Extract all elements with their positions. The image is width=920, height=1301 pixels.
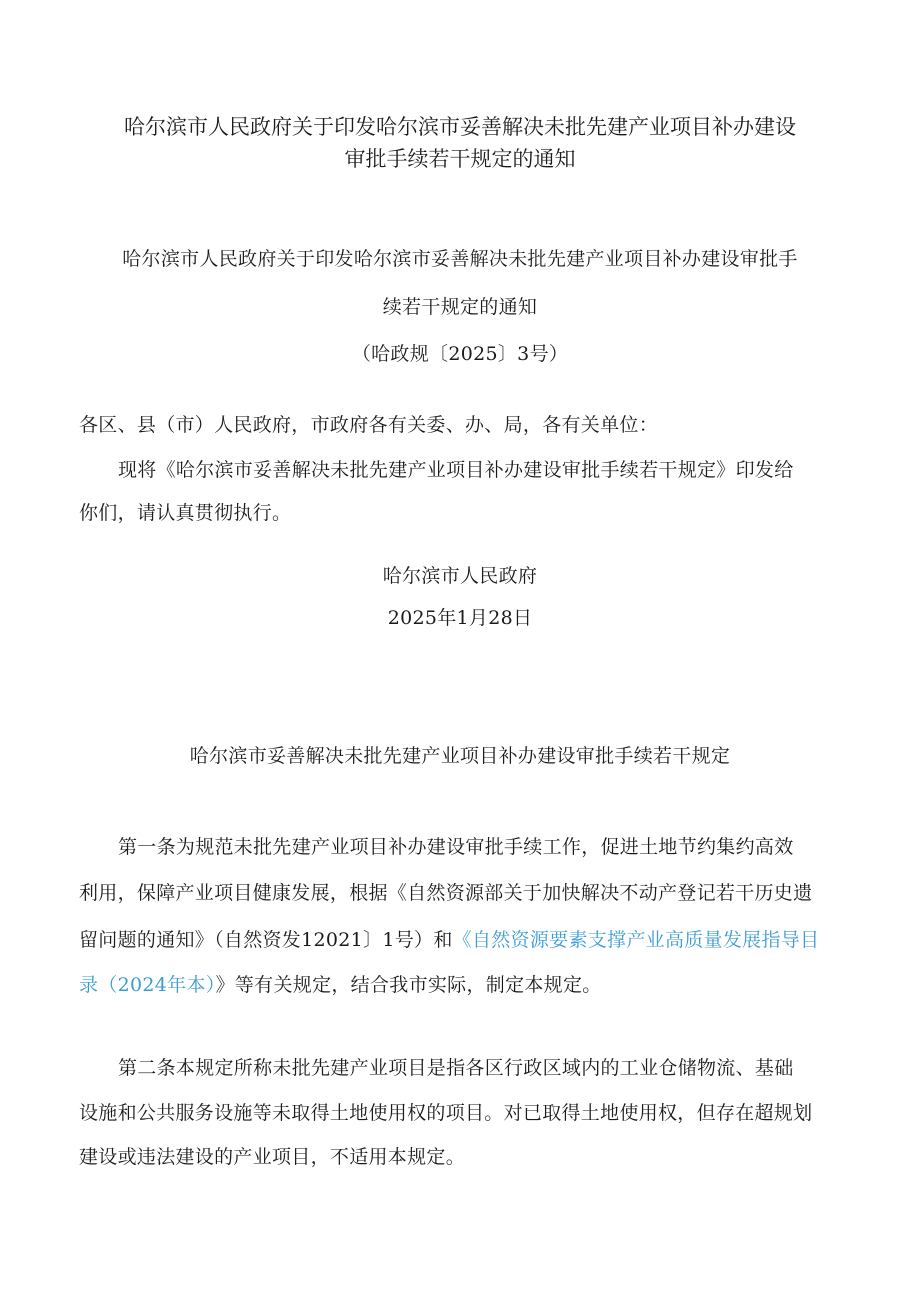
article-1-line-1: 第一条为规范未批先建产业项目补办建设审批手续工作，促进土地节约集约高效 — [118, 836, 794, 858]
regulation-title: 哈尔滨市妥善解决未批先建产业项目补办建设审批手续若干规定 — [189, 745, 731, 767]
catalog-link[interactable]: 《自然资源要素支撑产业高质量发展指导目 — [452, 929, 820, 951]
catalog-link-continued[interactable]: 录（2024年本） — [79, 974, 216, 996]
doc-title-line-1: 哈尔滨市人民政府关于印发哈尔滨市妥善解决未批先建产业项目补办建设 — [124, 115, 796, 139]
article-2-line-3: 建设或违法建设的产业项目，不适用本规定。 — [79, 1146, 466, 1168]
article-1-line-3-text: 留问题的通知》（自然资发12021〕1号）和 — [79, 929, 453, 951]
body-line-1: 现将《哈尔滨市妥善解决未批先建产业项目补办建设审批手续若干规定》印发给 — [118, 459, 794, 481]
issuer: 哈尔滨市人民政府 — [382, 565, 538, 587]
document-number: （哈政规〔2025〕3号） — [351, 343, 569, 365]
article-1-line-3 — [79, 927, 819, 953]
article-2-line-1: 第二条本规定所称未批先建产业项目是指各区行政区域内的工业仓储物流、基础 — [118, 1057, 794, 1079]
article-2-line-2: 设施和公共服务设施等未取得土地使用权的项目。对已取得土地使用权，但存在超规划 — [79, 1102, 813, 1124]
body-line-2: 你们，请认真贯彻执行。 — [79, 502, 292, 524]
article-1-line-4-text: 》等有关规定，结合我市实际，制定本规定。 — [215, 974, 602, 996]
article-1-line-4 — [79, 972, 602, 998]
notice-heading-line-1: 哈尔滨市人民政府关于印发哈尔滨市妥善解决未批先建产业项目补办建设审批手 — [122, 248, 798, 270]
doc-title-line-2: 审批手续若干规定的通知 — [344, 147, 576, 171]
notice-heading-line-2: 续若干规定的通知 — [382, 296, 538, 318]
issue-date: 2025年1月28日 — [387, 607, 533, 629]
article-1-line-2: 利用，保障产业项目健康发展，根据《自然资源部关于加快解决不动产登记若干历史遗 — [79, 882, 813, 904]
salutation: 各区、县（市）人民政府，市政府各有关委、办、局，各有关单位： — [79, 414, 659, 436]
